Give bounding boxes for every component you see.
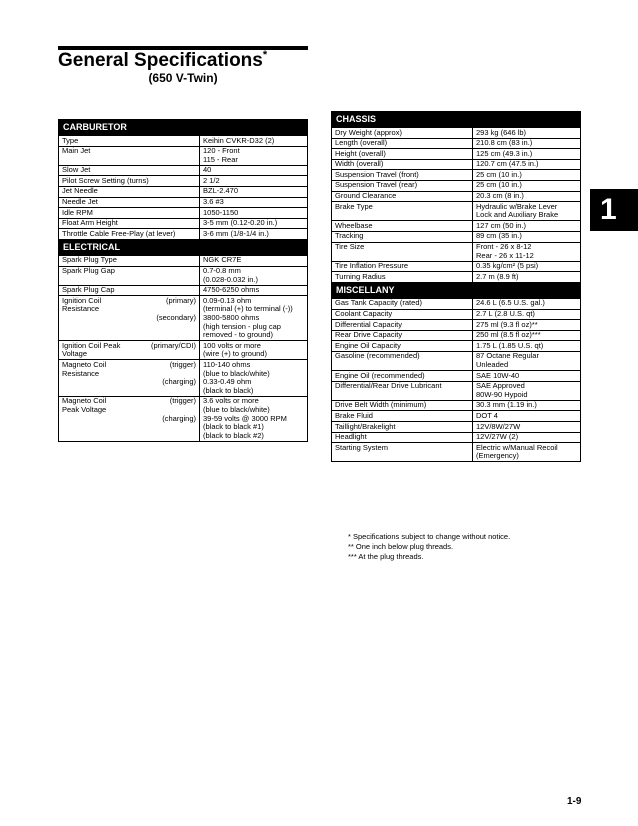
spec-value-cell [473, 202, 581, 221]
spec-value: 120 - Front 115 - Rear [203, 146, 240, 164]
spec-value-cell [473, 231, 581, 242]
spec-value-cell [473, 159, 581, 170]
spec-row [332, 138, 581, 149]
spec-label-cell [59, 360, 200, 396]
spec-label-cell [332, 320, 473, 331]
spec-label: Gasoline (recommended) [335, 351, 420, 361]
spec-row [59, 197, 308, 208]
spec-value: 12V/27W (2) [476, 432, 519, 442]
spec-value: NGK CR7E [203, 255, 242, 265]
spec-row [59, 229, 308, 240]
spec-label: Brake Fluid [335, 410, 373, 420]
spec-label: Engine Oil Capacity [335, 340, 401, 350]
spec-label-cell [332, 138, 473, 149]
spec-value: 89 cm (35 in.) [476, 231, 522, 241]
spec-label: Drive Belt Width (minimum) [335, 400, 427, 410]
spec-label: Slow Jet [62, 165, 91, 175]
spec-label-cell [332, 443, 473, 462]
spec-label-cell [332, 159, 473, 170]
spec-label-cell [332, 298, 473, 309]
spec-row [332, 231, 581, 242]
spec-label: Starting System [335, 442, 388, 452]
section-title: CARBURETOR [59, 120, 308, 136]
spec-value-cell [473, 180, 581, 191]
section-header-row [332, 282, 581, 298]
spec-row [59, 296, 308, 341]
spec-row [59, 285, 308, 296]
spec-label-cell [332, 309, 473, 320]
spec-value-cell [473, 330, 581, 341]
spec-value-cell [473, 320, 581, 331]
spec-label: Engine Oil (recommended) [335, 370, 425, 380]
spec-label-cell [332, 371, 473, 382]
spec-row [59, 136, 308, 147]
spec-row [332, 159, 581, 170]
spec-value: 110-140 ohms (blue to black/white) 0.33-0.49 ohm (black to black) [203, 359, 270, 395]
spec-row [332, 272, 581, 283]
spec-label-cell [59, 229, 200, 240]
spec-label-cell [59, 197, 200, 208]
spec-label-cell [59, 208, 200, 219]
spec-label-cell [332, 202, 473, 221]
spec-value: SAE 10W-40 [476, 370, 520, 380]
spec-label: Needle Jet [62, 197, 98, 207]
spec-row [332, 221, 581, 232]
spec-row [59, 266, 308, 285]
spec-value: Hydraulic w/Brake Lever Lock and Auxiliary Brake [476, 201, 559, 220]
spec-row [59, 396, 308, 441]
spec-value: 40 [203, 165, 212, 175]
spec-label: Jet Needle [62, 186, 98, 196]
spec-label-cell [59, 341, 200, 360]
section-title: CHASSIS [332, 112, 581, 128]
spec-label-cell [59, 296, 200, 341]
spec-row [332, 400, 581, 411]
spec-row [332, 422, 581, 433]
spec-label-cell [332, 128, 473, 139]
spec-value: 1.75 L (1.85 U.S. qt) [476, 340, 544, 350]
spec-value: 87 Octane Regular Unleaded [476, 351, 539, 369]
spec-value: Electric w/Manual Recoil (Emergency) [476, 442, 558, 461]
spec-value-cell [473, 309, 581, 320]
spec-value-cell [473, 341, 581, 352]
spec-value-cell [200, 165, 308, 176]
section-header-row [59, 120, 308, 136]
spec-label: Gas Tank Capacity (rated) [335, 298, 422, 308]
spec-label: Width (overall) [335, 159, 384, 169]
spec-value: DOT 4 [476, 410, 498, 420]
spec-label: Float Arm Height [62, 218, 118, 228]
spec-label: Idle RPM [62, 207, 93, 217]
spec-value-cell [473, 371, 581, 382]
spec-label-cell [59, 186, 200, 197]
spec-row [59, 165, 308, 176]
spec-value-cell [200, 186, 308, 197]
spec-value: 25 cm (10 in.) [476, 180, 522, 190]
spec-label: Suspension Travel (front) [335, 169, 419, 179]
spec-row [332, 242, 581, 261]
spec-value-cell [473, 221, 581, 232]
spec-label-cell [332, 231, 473, 242]
spec-row [332, 180, 581, 191]
spec-value: 0.7-0.8 mm (0.028-0.032 in.) [203, 266, 259, 284]
spec-label-cell [332, 170, 473, 181]
spec-value-cell [473, 149, 581, 160]
spec-label: Spark Plug Type [62, 255, 117, 265]
spec-label-cell [332, 381, 473, 400]
spec-value: 30.3 mm (1.19 in.) [476, 400, 537, 410]
spec-row [332, 261, 581, 272]
spec-value: 25 cm (10 in.) [476, 169, 522, 179]
spec-label-cell [332, 242, 473, 261]
spec-label: Ground Clearance [335, 191, 397, 201]
spec-label-cell [59, 285, 200, 296]
spec-row [332, 341, 581, 352]
spec-row [332, 149, 581, 160]
spec-label: Brake Type [335, 201, 373, 211]
section-header-row [332, 112, 581, 128]
spec-label-cell [59, 266, 200, 285]
spec-value-cell [200, 255, 308, 266]
spec-value: 125 cm (49.3 in.) [476, 148, 533, 158]
spec-value-cell [473, 128, 581, 139]
spec-value-cell [200, 266, 308, 285]
spec-value: 3-5 mm (0.12-0.20 in.) [203, 218, 278, 228]
spec-value-cell [200, 229, 308, 240]
spec-label: Pilot Screw Setting (turns) [62, 175, 149, 185]
spec-value-cell [200, 208, 308, 219]
spec-label: Spark Plug Cap [62, 285, 115, 295]
spec-value: 24.6 L (6.5 U.S. gal.) [476, 298, 545, 308]
spec-label: Spark Plug Gap [62, 266, 115, 276]
spec-value-cell [200, 360, 308, 396]
spec-value: 210.8 cm (83 in.) [476, 138, 533, 148]
spec-label-cell [332, 149, 473, 160]
spec-label-cell [332, 272, 473, 283]
spec-value-cell [473, 138, 581, 149]
spec-label: Main Jet [62, 146, 91, 156]
spec-label: Throttle Cable Free-Play (at lever) [62, 228, 176, 238]
spec-label-cell [332, 341, 473, 352]
spec-row [332, 170, 581, 181]
spec-label: Rear Drive Capacity [335, 330, 403, 340]
spec-label: Turning Radius [335, 271, 386, 281]
footnote: ** One inch below plug threads. [348, 542, 454, 551]
spec-value-cell [473, 432, 581, 443]
spec-qualifier: (primary/CDI) [151, 340, 196, 350]
spec-label-cell [332, 180, 473, 191]
spec-value-cell [200, 136, 308, 147]
spec-row [332, 191, 581, 202]
spec-label-cell [59, 255, 200, 266]
spec-row [332, 432, 581, 443]
spec-value-cell [473, 170, 581, 181]
spec-value-cell [200, 285, 308, 296]
spec-label-cell [332, 432, 473, 443]
spec-value-cell [200, 341, 308, 360]
spec-value-cell [200, 197, 308, 208]
spec-value: 0.09-0.13 ohm (terminal (+) to terminal (-)) 3800-5800 ohms (high tension - plug cap removed - to ground) [203, 295, 293, 340]
spec-label-cell [59, 218, 200, 229]
title-footnote-mark: * [262, 49, 268, 61]
spec-row [59, 360, 308, 396]
page-number: 1-9 [567, 796, 582, 807]
spec-qualifier: (trigger) (charging) [162, 396, 196, 423]
spec-value-cell [473, 351, 581, 370]
spec-value-cell [473, 191, 581, 202]
spec-value-cell [200, 146, 308, 165]
spec-value-cell [473, 298, 581, 309]
spec-qualifier: (primary) (secondary) [156, 295, 196, 322]
spec-value-cell [200, 296, 308, 341]
spec-label: Magneto Coil Peak Voltage [62, 396, 107, 414]
spec-value-cell [473, 400, 581, 411]
spec-row [332, 330, 581, 341]
spec-label-cell [332, 422, 473, 433]
spec-row [332, 320, 581, 331]
section-title: ELECTRICAL [59, 239, 308, 255]
section-tab-marker: 1 [590, 189, 638, 231]
spec-label-cell [332, 330, 473, 341]
spec-value: 20.3 cm (8 in.) [476, 191, 524, 201]
spec-value: 127 cm (50 in.) [476, 220, 527, 230]
spec-value: SAE Approved 80W-90 Hypoid [476, 381, 528, 399]
spec-row [332, 411, 581, 422]
spec-value: 2 1/2 [203, 175, 220, 185]
footnote: * Specifications subject to change without notice. [348, 532, 511, 541]
spec-value: 100 volts or more (wire (+) to ground) [203, 340, 267, 359]
spec-label: Headlight [335, 432, 367, 442]
spec-value: 1050-1150 [203, 207, 239, 217]
spec-value-cell [473, 272, 581, 283]
spec-value: 0.35 kg/cm² (5 psi) [476, 261, 539, 271]
spec-label-cell [59, 146, 200, 165]
spec-row [332, 298, 581, 309]
spec-label: Tracking [335, 231, 364, 241]
spec-value-cell [200, 218, 308, 229]
page-subtitle: (650 V-Twin) [148, 71, 218, 85]
spec-row [59, 255, 308, 266]
spec-value: 250 ml (8.5 fl oz)*** [476, 330, 541, 340]
spec-value: 2.7 m (8.9 ft) [476, 271, 519, 281]
spec-value-cell [473, 422, 581, 433]
spec-value: 4750-6250 ohms [203, 285, 260, 295]
spec-value: 120.7 cm (47.5 in.) [476, 159, 539, 169]
spec-row [59, 208, 308, 219]
spec-qualifier: (trigger) (charging) [162, 359, 196, 387]
spec-label: Tire Size [335, 242, 365, 252]
spec-value-cell [200, 176, 308, 187]
spec-row [332, 351, 581, 370]
spec-label-cell [59, 176, 200, 187]
footnotes [348, 532, 510, 562]
spec-label: Height (overall) [335, 148, 386, 158]
spec-value: 2.7 L (2.8 U.S. qt) [476, 309, 535, 318]
spec-row [332, 371, 581, 382]
spec-label: Suspension Travel (rear) [335, 180, 418, 190]
footnote: *** At the plug threads. [348, 552, 424, 561]
spec-label-cell [59, 165, 200, 176]
spec-label: Magneto Coil Resistance [62, 359, 107, 378]
spec-row [332, 309, 581, 320]
spec-row [59, 341, 308, 360]
spec-row [332, 128, 581, 139]
spec-label-cell [332, 411, 473, 422]
page-title: General Specifications* [58, 49, 268, 71]
spec-value-cell [473, 443, 581, 462]
spec-label-cell [332, 221, 473, 232]
spec-row [332, 381, 581, 400]
spec-label: Type [62, 135, 79, 145]
section-header-row [59, 239, 308, 255]
spec-row [59, 218, 308, 229]
spec-label: Dry Weight (approx) [335, 127, 402, 137]
spec-value: 12V/8W/27W [476, 421, 521, 431]
spec-value: BZL-2.470 [203, 186, 239, 196]
spec-label-cell [332, 400, 473, 411]
spec-value: Front - 26 x 8-12 Rear - 26 x 11-12 [476, 242, 534, 260]
spec-value: Keihin CVKR-D32 (2) [203, 135, 275, 145]
left-spec-table [58, 119, 308, 442]
spec-row [59, 176, 308, 187]
spec-value: 3.6 volts or more (blue to black/white) 39-59 volts @ 3000 RPM (black to black #1) (black to black #2) [203, 396, 287, 440]
spec-value: 3.6 #3 [203, 197, 224, 207]
spec-label: Ignition Coil Peak Voltage [62, 340, 121, 359]
spec-label: Coolant Capacity [335, 309, 393, 318]
spec-value-cell [473, 411, 581, 422]
spec-label: Tire Inflation Pressure [335, 261, 409, 271]
spec-label: Wheelbase [335, 220, 373, 230]
spec-label: Taillight/Brakelight [335, 421, 396, 431]
spec-label-cell [59, 136, 200, 147]
spec-label: Ignition Coil Resistance [62, 295, 102, 314]
spec-label-cell [332, 191, 473, 202]
spec-value-cell [473, 242, 581, 261]
spec-value: 275 ml (9.3 fl oz)** [476, 319, 538, 329]
spec-row [59, 186, 308, 197]
spec-value-cell [200, 396, 308, 441]
spec-value-cell [473, 261, 581, 272]
spec-value: 293 kg (646 lb) [476, 127, 527, 137]
spec-row [332, 443, 581, 462]
spec-label: Differential/Rear Drive Lubricant [335, 381, 442, 391]
section-title: MISCELLANY [332, 282, 581, 298]
spec-label-cell [332, 351, 473, 370]
spec-value: 3-6 mm (1/8-1/4 in.) [203, 228, 269, 238]
spec-label-cell [332, 261, 473, 272]
spec-row [59, 146, 308, 165]
right-spec-table [331, 111, 581, 462]
spec-label: Differential Capacity [335, 319, 402, 329]
spec-label: Length (overall) [335, 138, 388, 148]
spec-label-cell [59, 396, 200, 441]
spec-row [332, 202, 581, 221]
spec-value-cell [473, 381, 581, 400]
